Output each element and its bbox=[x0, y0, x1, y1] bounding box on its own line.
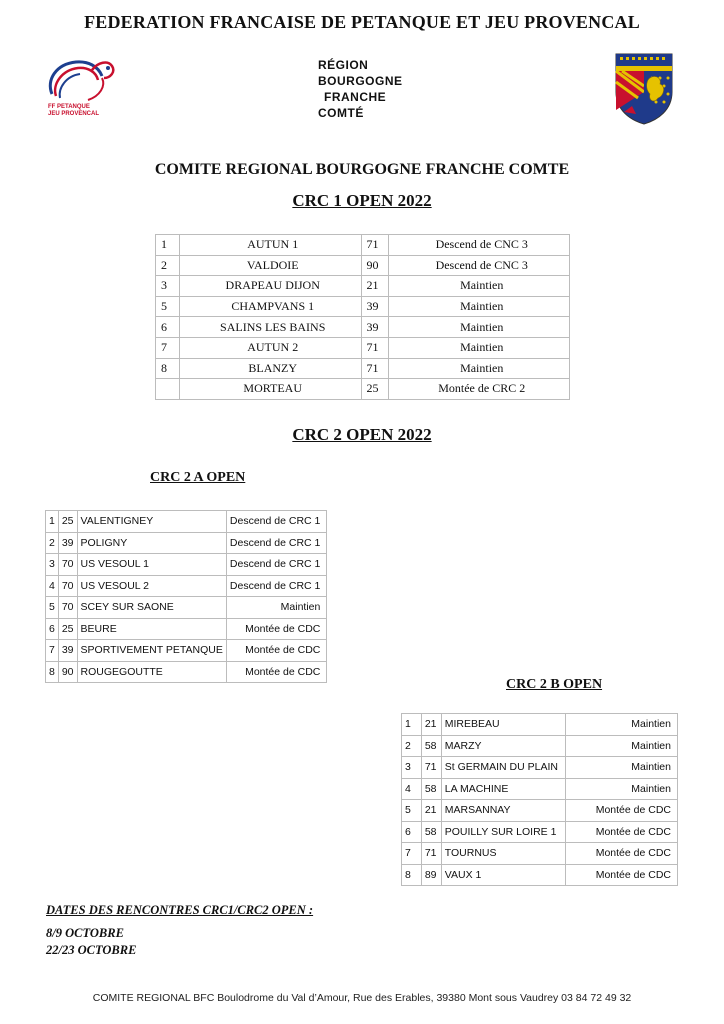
team-cell: SPORTIVEMENT PETANQUE bbox=[77, 640, 226, 662]
ffpjp-logo bbox=[42, 56, 132, 128]
dept-cell: 71 bbox=[421, 757, 441, 779]
rank-cell bbox=[156, 379, 180, 400]
dept-cell: 25 bbox=[361, 379, 389, 400]
crc2a-table bbox=[45, 510, 327, 683]
status-cell: Maintien bbox=[389, 337, 570, 358]
table-row bbox=[402, 821, 678, 843]
team-cell: BLANZY bbox=[179, 358, 361, 379]
dept-cell: 21 bbox=[421, 714, 441, 736]
table-row bbox=[156, 358, 570, 379]
team-cell: MARZY bbox=[441, 735, 565, 757]
status-cell: Maintien bbox=[565, 757, 677, 779]
ffpjp-logo-line1: FF PETANQUE bbox=[48, 104, 90, 110]
crc2a-title: CRC 2 A OPEN bbox=[150, 470, 246, 485]
rank-cell: 4 bbox=[402, 778, 422, 800]
status-cell: Montée de CDC bbox=[565, 843, 677, 865]
rank-cell: 2 bbox=[46, 532, 59, 554]
rank-cell: 3 bbox=[46, 554, 59, 576]
rank-cell: 5 bbox=[402, 800, 422, 822]
coat-of-arms bbox=[614, 52, 674, 126]
table-row bbox=[46, 640, 327, 662]
status-cell: Maintien bbox=[565, 778, 677, 800]
comite-title: COMITE REGIONAL BOURGOGNE FRANCHE COMTE bbox=[154, 161, 570, 178]
dept-cell: 71 bbox=[361, 337, 389, 358]
ffpjp-logo-line2: JEU PROVENCAL bbox=[48, 111, 100, 117]
rank-cell: 8 bbox=[402, 864, 422, 886]
team-cell: POUILLY SUR LOIRE 1 bbox=[441, 821, 565, 843]
rank-cell: 8 bbox=[156, 358, 180, 379]
team-cell: ROUGEGOUTTE bbox=[77, 661, 226, 683]
status-cell: Montée de CDC bbox=[565, 800, 677, 822]
team-cell: AUTUN 2 bbox=[179, 337, 361, 358]
dept-cell: 58 bbox=[421, 821, 441, 843]
dept-cell: 71 bbox=[421, 843, 441, 865]
crc2b-table bbox=[401, 713, 678, 886]
crc1-table bbox=[155, 234, 570, 400]
team-cell: SCEY SUR SAONE bbox=[77, 597, 226, 619]
dept-cell: 90 bbox=[58, 661, 77, 683]
footer-address: COMITE REGIONAL BFC Boulodrome du Val d’Amour, Rue des Erables, 39380 Mont sous Vaudrey 03 84 72 49 32 bbox=[92, 992, 632, 1004]
table-row bbox=[156, 276, 570, 297]
dept-cell: 71 bbox=[361, 235, 389, 256]
table-row bbox=[46, 575, 327, 597]
team-cell: BEURE bbox=[77, 618, 226, 640]
rank-cell: 8 bbox=[46, 661, 59, 683]
region-logo-line2: BOURGOGNE bbox=[318, 74, 403, 88]
status-cell: Montée de CDC bbox=[226, 640, 326, 662]
team-cell: VALENTIGNEY bbox=[77, 511, 226, 533]
table-row bbox=[46, 661, 327, 683]
dept-cell: 89 bbox=[421, 864, 441, 886]
rank-cell: 6 bbox=[402, 821, 422, 843]
status-cell: Montée de CDC bbox=[565, 864, 677, 886]
team-cell: SALINS LES BAINS bbox=[179, 317, 361, 338]
table-row bbox=[156, 255, 570, 276]
table-row bbox=[46, 554, 327, 576]
coat-of-arms-icon bbox=[614, 52, 674, 126]
crc2b-title: CRC 2 B OPEN bbox=[506, 677, 603, 692]
dept-cell: 70 bbox=[58, 597, 77, 619]
team-cell: MIREBEAU bbox=[441, 714, 565, 736]
table-row bbox=[402, 714, 678, 736]
rank-cell: 7 bbox=[156, 337, 180, 358]
date-item: 22/23 OCTOBRE bbox=[46, 943, 137, 957]
dept-cell: 70 bbox=[58, 575, 77, 597]
region-logo-line1: RÉGION bbox=[318, 58, 369, 72]
status-cell: Maintien bbox=[389, 296, 570, 317]
table-row bbox=[156, 317, 570, 338]
table-row bbox=[402, 864, 678, 886]
status-cell: Descend de CRC 1 bbox=[226, 511, 326, 533]
rank-cell: 1 bbox=[402, 714, 422, 736]
status-cell: Descend de CRC 1 bbox=[226, 554, 326, 576]
dept-cell: 39 bbox=[58, 640, 77, 662]
status-cell: Montée de CRC 2 bbox=[389, 379, 570, 400]
status-cell: Descend de CNC 3 bbox=[389, 255, 570, 276]
status-cell: Descend de CRC 1 bbox=[226, 575, 326, 597]
rank-cell: 2 bbox=[402, 735, 422, 757]
region-logo bbox=[310, 54, 410, 126]
rank-cell: 5 bbox=[156, 296, 180, 317]
rank-cell: 3 bbox=[156, 276, 180, 297]
status-cell: Maintien bbox=[226, 597, 326, 619]
table-row bbox=[402, 757, 678, 779]
rank-cell: 2 bbox=[156, 255, 180, 276]
rank-cell: 7 bbox=[46, 640, 59, 662]
status-cell: Maintien bbox=[389, 317, 570, 338]
federation-title: FEDERATION FRANCAISE DE PETANQUE ET JEU PROVENCAL bbox=[84, 12, 640, 32]
rank-cell: 6 bbox=[156, 317, 180, 338]
team-cell: AUTUN 1 bbox=[179, 235, 361, 256]
dept-cell: 58 bbox=[421, 778, 441, 800]
team-cell: POLIGNY bbox=[77, 532, 226, 554]
dept-cell: 39 bbox=[58, 532, 77, 554]
status-cell: Montée de CDC bbox=[226, 618, 326, 640]
rank-cell: 4 bbox=[46, 575, 59, 597]
table-row bbox=[46, 511, 327, 533]
dept-cell: 71 bbox=[361, 358, 389, 379]
rank-cell: 1 bbox=[46, 511, 59, 533]
table-row bbox=[46, 597, 327, 619]
team-cell: TOURNUS bbox=[441, 843, 565, 865]
table-row bbox=[402, 735, 678, 757]
table-row bbox=[156, 296, 570, 317]
dept-cell: 21 bbox=[421, 800, 441, 822]
rank-cell: 1 bbox=[156, 235, 180, 256]
status-cell: Montée de CDC bbox=[226, 661, 326, 683]
team-cell: LA MACHINE bbox=[441, 778, 565, 800]
table-row bbox=[156, 379, 570, 400]
table-row bbox=[156, 337, 570, 358]
rank-cell: 3 bbox=[402, 757, 422, 779]
rooster-icon bbox=[42, 56, 132, 106]
crc1-title: CRC 1 OPEN 2022 bbox=[292, 191, 432, 210]
table-row bbox=[46, 532, 327, 554]
status-cell: Descend de CRC 1 bbox=[226, 532, 326, 554]
table-row bbox=[402, 800, 678, 822]
dept-cell: 25 bbox=[58, 618, 77, 640]
team-cell: VALDOIE bbox=[179, 255, 361, 276]
dept-cell: 39 bbox=[361, 317, 389, 338]
rank-cell: 6 bbox=[46, 618, 59, 640]
region-logo-line4: COMTÉ bbox=[318, 106, 364, 120]
rank-cell: 5 bbox=[46, 597, 59, 619]
table-row bbox=[156, 235, 570, 256]
team-cell: CHAMPVANS 1 bbox=[179, 296, 361, 317]
dept-cell: 21 bbox=[361, 276, 389, 297]
status-cell: Maintien bbox=[565, 714, 677, 736]
table-row bbox=[402, 843, 678, 865]
dates-title: DATES DES RENCONTRES CRC1/CRC2 OPEN : bbox=[46, 903, 314, 917]
team-cell: US VESOUL 2 bbox=[77, 575, 226, 597]
dept-cell: 90 bbox=[361, 255, 389, 276]
team-cell: MORTEAU bbox=[179, 379, 361, 400]
team-cell: US VESOUL 1 bbox=[77, 554, 226, 576]
team-cell: DRAPEAU DIJON bbox=[179, 276, 361, 297]
dept-cell: 25 bbox=[58, 511, 77, 533]
team-cell: VAUX 1 bbox=[441, 864, 565, 886]
region-logo-line3: FRANCHE bbox=[324, 90, 387, 104]
status-cell: Maintien bbox=[389, 276, 570, 297]
dept-cell: 58 bbox=[421, 735, 441, 757]
status-cell: Montée de CDC bbox=[565, 821, 677, 843]
team-cell: St GERMAIN DU PLAIN bbox=[441, 757, 565, 779]
status-cell: Maintien bbox=[389, 358, 570, 379]
dept-cell: 70 bbox=[58, 554, 77, 576]
rank-cell: 7 bbox=[402, 843, 422, 865]
status-cell: Maintien bbox=[565, 735, 677, 757]
table-row bbox=[402, 778, 678, 800]
crc2-title: CRC 2 OPEN 2022 bbox=[292, 425, 432, 444]
status-cell: Descend de CNC 3 bbox=[389, 235, 570, 256]
team-cell: MARSANNAY bbox=[441, 800, 565, 822]
table-row bbox=[46, 618, 327, 640]
date-item: 8/9 OCTOBRE bbox=[46, 926, 124, 940]
dept-cell: 39 bbox=[361, 296, 389, 317]
